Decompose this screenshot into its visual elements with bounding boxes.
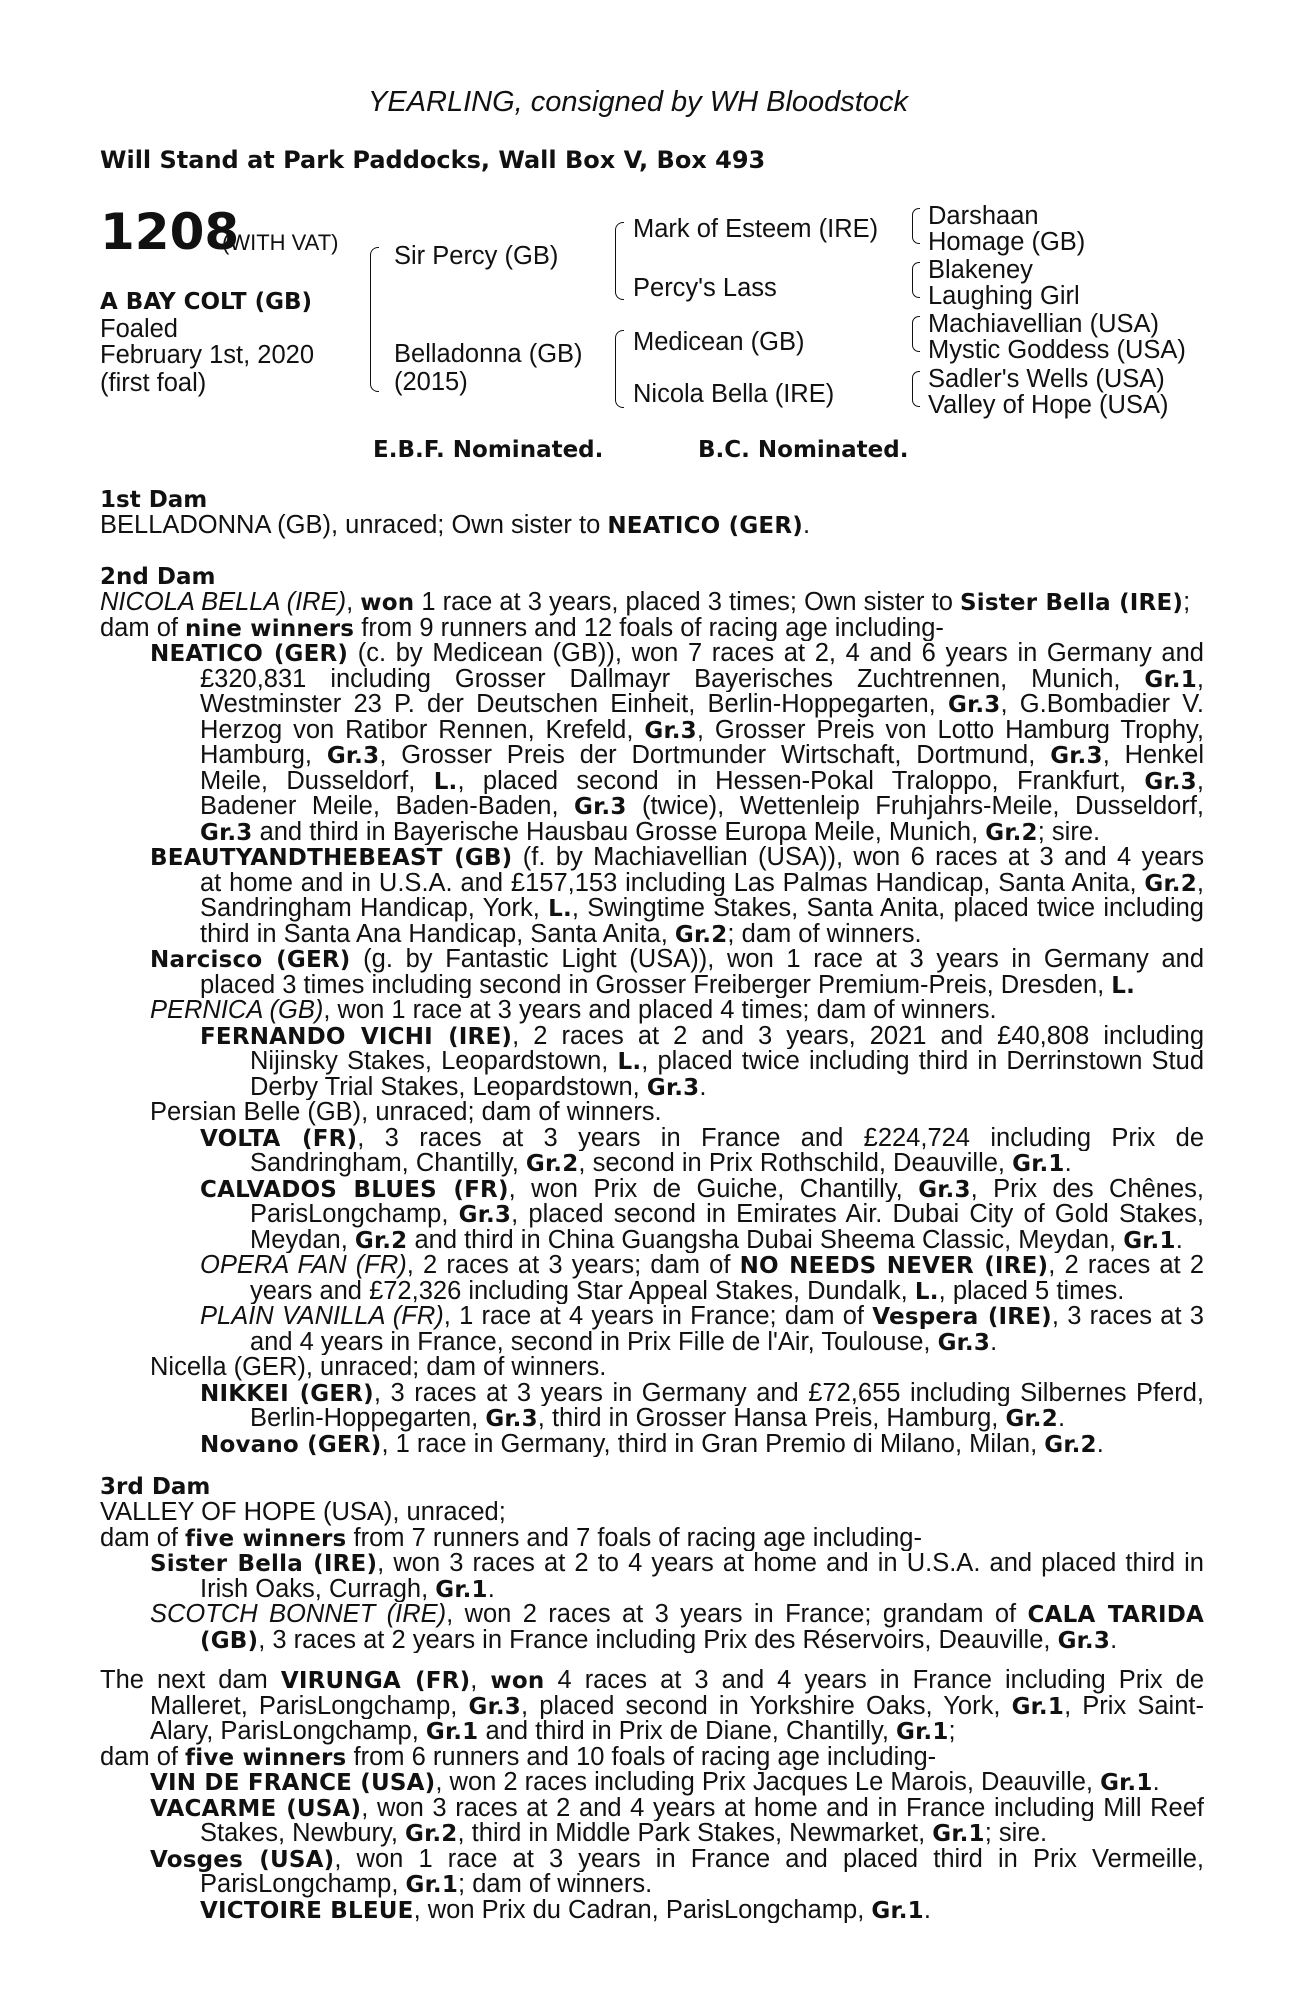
text-line: at home and in U.S.A. and £157,153 including Las Palmas Handicap, Santa Anita, Gr.2, — [200, 870, 1204, 896]
text-line: Berlin-Hoppegarten, Gr.3, third in Grosser Hansa Preis, Hamburg, Gr.2. — [250, 1406, 1066, 1432]
pedigree-brace-sd — [912, 262, 920, 298]
text-line: NIKKEI (GER), 3 races at 3 years in Germany and £72,655 including Silbernes Pferd, — [200, 1380, 1204, 1406]
text-line: VOLTA (FR), 3 races at 3 years in France and £224,724 including Prix de — [200, 1125, 1204, 1151]
ggs-1: Darshaan — [928, 202, 1039, 230]
text-line: VALLEY OF HOPE (USA), unraced; — [100, 1500, 506, 1526]
dam3-heading: 3rd Dam — [100, 1474, 211, 1500]
dam1-heading: 1st Dam — [100, 487, 208, 513]
vat-note: (WITH VAT) — [222, 230, 339, 255]
dam-sire: Medicean (GB) — [633, 328, 805, 356]
text-line: (GB), 3 races at 2 years in France including Prix des Réservoirs, Deauville, Gr.3. — [200, 1627, 1118, 1653]
text-line: PERNICA (GB), won 1 race at 3 years and placed 4 times; dam of winners. — [150, 998, 997, 1024]
stand-location: Will Stand at Park Paddocks, Wall Box V, Box 493 — [100, 146, 766, 174]
text-line: dam of five winners from 7 runners and 7 foals of racing age including- — [100, 1525, 922, 1551]
text-line: Nicella (GER), unraced; dam of winners. — [150, 1355, 607, 1381]
text-line: Nijinsky Stakes, Leopardstown, L., placed twice including third in Derrinstown Stud — [250, 1049, 1204, 1075]
page-title: YEARLING, consigned by WH Bloodstock — [368, 86, 908, 118]
pedigree-brace-dd — [912, 371, 920, 407]
lot-number: 1208 — [100, 203, 240, 261]
ggs-4: Laughing Girl — [928, 282, 1080, 310]
text-line: Narcisco (GER) (g. by Fantastic Light (USA)), won 1 race at 3 years in Germany and — [150, 947, 1204, 973]
text-line: Gr.3 and third in Bayerische Hausbau Grosse Europa Meile, Munich, Gr.2; sire. — [200, 819, 1101, 845]
text-line: Sister Bella (IRE), won 3 races at 2 to 4 years at home and in U.S.A. and placed third in — [150, 1551, 1204, 1577]
dam-year: (2015) — [394, 368, 468, 396]
ggs-5: Machiavellian (USA) — [928, 310, 1159, 338]
text-line: Sandringham Handicap, York, L., Swingtime Stakes, Santa Anita, placed twice including — [200, 896, 1204, 922]
nextdam-body — [100, 1668, 1204, 1923]
pedigree-brace-dam — [615, 330, 624, 408]
text-line: CALVADOS BLUES (FR), won Prix de Guiche, Chantilly, Gr.3, Prix des Chênes, — [200, 1176, 1204, 1202]
ggs-7: Sadler's Wells (USA) — [928, 365, 1165, 393]
text-line: dam of nine winners from 9 runners and 12 foals of racing age including- — [100, 615, 944, 641]
text-line: FERNANDO VICHI (IRE), 2 races at 2 and 3 years, 2021 and £40,808 including — [200, 1023, 1204, 1049]
sire-sire: Mark of Esteem (IRE) — [633, 215, 879, 243]
pedigree-brace-sire — [615, 222, 624, 300]
text-line: Meile, Dusseldorf, L., placed second in Hessen-Pokal Traloppo, Frankfurt, Gr.3, — [200, 768, 1204, 794]
text-line: Westminster 23 P. der Deutschen Einheit, Berlin-Hoppegarten, Gr.3, G.Bombadier V. — [200, 692, 1204, 718]
text-line: Persian Belle (GB), unraced; dam of winners. — [150, 1100, 662, 1126]
ggs-2: Homage (GB) — [928, 228, 1086, 256]
text-line: The next dam VIRUNGA (FR), won 4 races at 3 and 4 years in France including Prix de — [100, 1668, 1204, 1694]
text-line: ParisLongchamp, Gr.1; dam of winners. — [200, 1872, 653, 1898]
text-line: Meydan, Gr.2 and third in China Guangsha Dubai Sheema Classic, Meydan, Gr.1. — [250, 1227, 1183, 1253]
ggs-8: Valley of Hope (USA) — [928, 391, 1169, 419]
text-line: OPERA FAN (FR), 2 races at 3 years; dam of NO NEEDS NEVER (IRE), 2 races at 2 — [200, 1253, 1204, 1279]
text-line: VIN DE FRANCE (USA), won 2 races including Prix Jacques Le Marois, Deauville, Gr.1. — [150, 1770, 1160, 1796]
dam2-body — [100, 590, 1204, 1457]
dam2-heading: 2nd Dam — [100, 564, 216, 590]
ebf-nomination: E.B.F. Nominated. — [373, 437, 604, 463]
text-line: and 4 years in France, second in Prix Fille de l'Air, Toulouse, Gr.3. — [250, 1329, 998, 1355]
text-line: Herzog von Ratibor Rennen, Krefeld, Gr.3, Grosser Preis von Lotto Hamburg Trophy, — [200, 717, 1204, 743]
text-line: placed 3 times including second in Grosser Freiberger Premium-Preis, Dresden, L. — [200, 972, 1136, 998]
text-line: Malleret, ParisLongchamp, Gr.3, placed second in Yorkshire Oaks, York, Gr.1, Prix Saint- — [150, 1693, 1204, 1719]
pedigree-brace-ss — [912, 208, 920, 244]
dam-dam: Nicola Bella (IRE) — [633, 380, 835, 408]
text-line: VACARME (USA), won 3 races at 2 and 4 years at home and in France including Mill Reef — [150, 1795, 1204, 1821]
bc-nomination: B.C. Nominated. — [698, 437, 909, 463]
dam-name: Belladonna (GB) — [394, 340, 583, 368]
text-line: Vosges (USA), won 1 race at 3 years in France and placed third in Prix Vermeille, — [150, 1846, 1204, 1872]
text-line: VICTOIRE BLEUE, won Prix du Cadran, ParisLongchamp, Gr.1. — [200, 1897, 931, 1923]
foaled-date: February 1st, 2020 — [100, 341, 315, 369]
dam1-text: BELLADONNA (GB), unraced; Own sister to NEATICO (GER). — [100, 511, 811, 539]
foal-note: (first foal) — [100, 369, 207, 397]
ggs-6: Mystic Goddess (USA) — [928, 336, 1186, 364]
text-line: years and £72,326 including Star Appeal Stakes, Dundalk, L., placed 5 times. — [250, 1278, 1125, 1304]
text-line: £320,831 including Grosser Dallmayr Bayerisches Zuchtrennen, Munich, Gr.1, — [200, 666, 1204, 692]
text-line: Derby Trial Stakes, Leopardstown, Gr.3. — [250, 1074, 707, 1100]
text-line: dam of five winners from 6 runners and 10 foals of racing age including- — [100, 1744, 937, 1770]
lot-sex: A BAY COLT (GB) — [100, 289, 313, 315]
text-line: Sandringham, Chantilly, Gr.2, second in Prix Rothschild, Deauville, Gr.1. — [250, 1151, 1072, 1177]
text-line: Stakes, Newbury, Gr.2, third in Middle Park Stakes, Newmarket, Gr.1; sire. — [200, 1821, 1048, 1847]
dam3-body — [100, 1500, 1204, 1653]
text-line: third in Santa Ana Handicap, Santa Anita, Gr.2; dam of winners. — [200, 921, 922, 947]
sire-name: Sir Percy (GB) — [394, 242, 559, 270]
text-line: Irish Oaks, Curragh, Gr.1. — [200, 1576, 495, 1602]
pedigree-brace-1 — [370, 247, 379, 392]
text-line: BEAUTYANDTHEBEAST (GB) (f. by Machiavellian (USA)), won 6 races at 3 and 4 years — [150, 845, 1204, 871]
text-line: Badener Meile, Baden-Baden, Gr.3 (twice), Wettenleip Fruhjahrs-Meile, Dusseldorf, — [200, 794, 1204, 820]
pedigree-brace-ds — [912, 316, 920, 352]
text-line: Hamburg, Gr.3, Grosser Preis der Dortmunder Wirtschaft, Dortmund, Gr.3, Henkel — [200, 743, 1204, 769]
foaled-label: Foaled — [100, 315, 178, 343]
text-line: NICOLA BELLA (IRE), won 1 race at 3 years, placed 3 times; Own sister to Sister Bella (IRE); — [100, 590, 1191, 616]
text-line: SCOTCH BONNET (IRE), won 2 races at 3 years in France; grandam of CALA TARIDA — [150, 1602, 1204, 1628]
text-line: PLAIN VANILLA (FR), 1 race at 4 years in France; dam of Vespera (IRE), 3 races at 3 — [200, 1304, 1204, 1330]
sire-dam: Percy's Lass — [633, 274, 777, 302]
text-line: Alary, ParisLongchamp, Gr.1 and third in Prix de Diane, Chantilly, Gr.1; — [150, 1719, 956, 1745]
text-line: NEATICO (GER) (c. by Medicean (GB)), won 7 races at 2, 4 and 6 years in Germany and — [150, 641, 1204, 667]
text-line: ParisLongchamp, Gr.3, placed second in Emirates Air. Dubai City of Gold Stakes, — [250, 1202, 1204, 1228]
ggs-3: Blakeney — [928, 256, 1033, 284]
text-line: Novano (GER), 1 race in Germany, third in Gran Premio di Milano, Milan, Gr.2. — [200, 1431, 1104, 1457]
